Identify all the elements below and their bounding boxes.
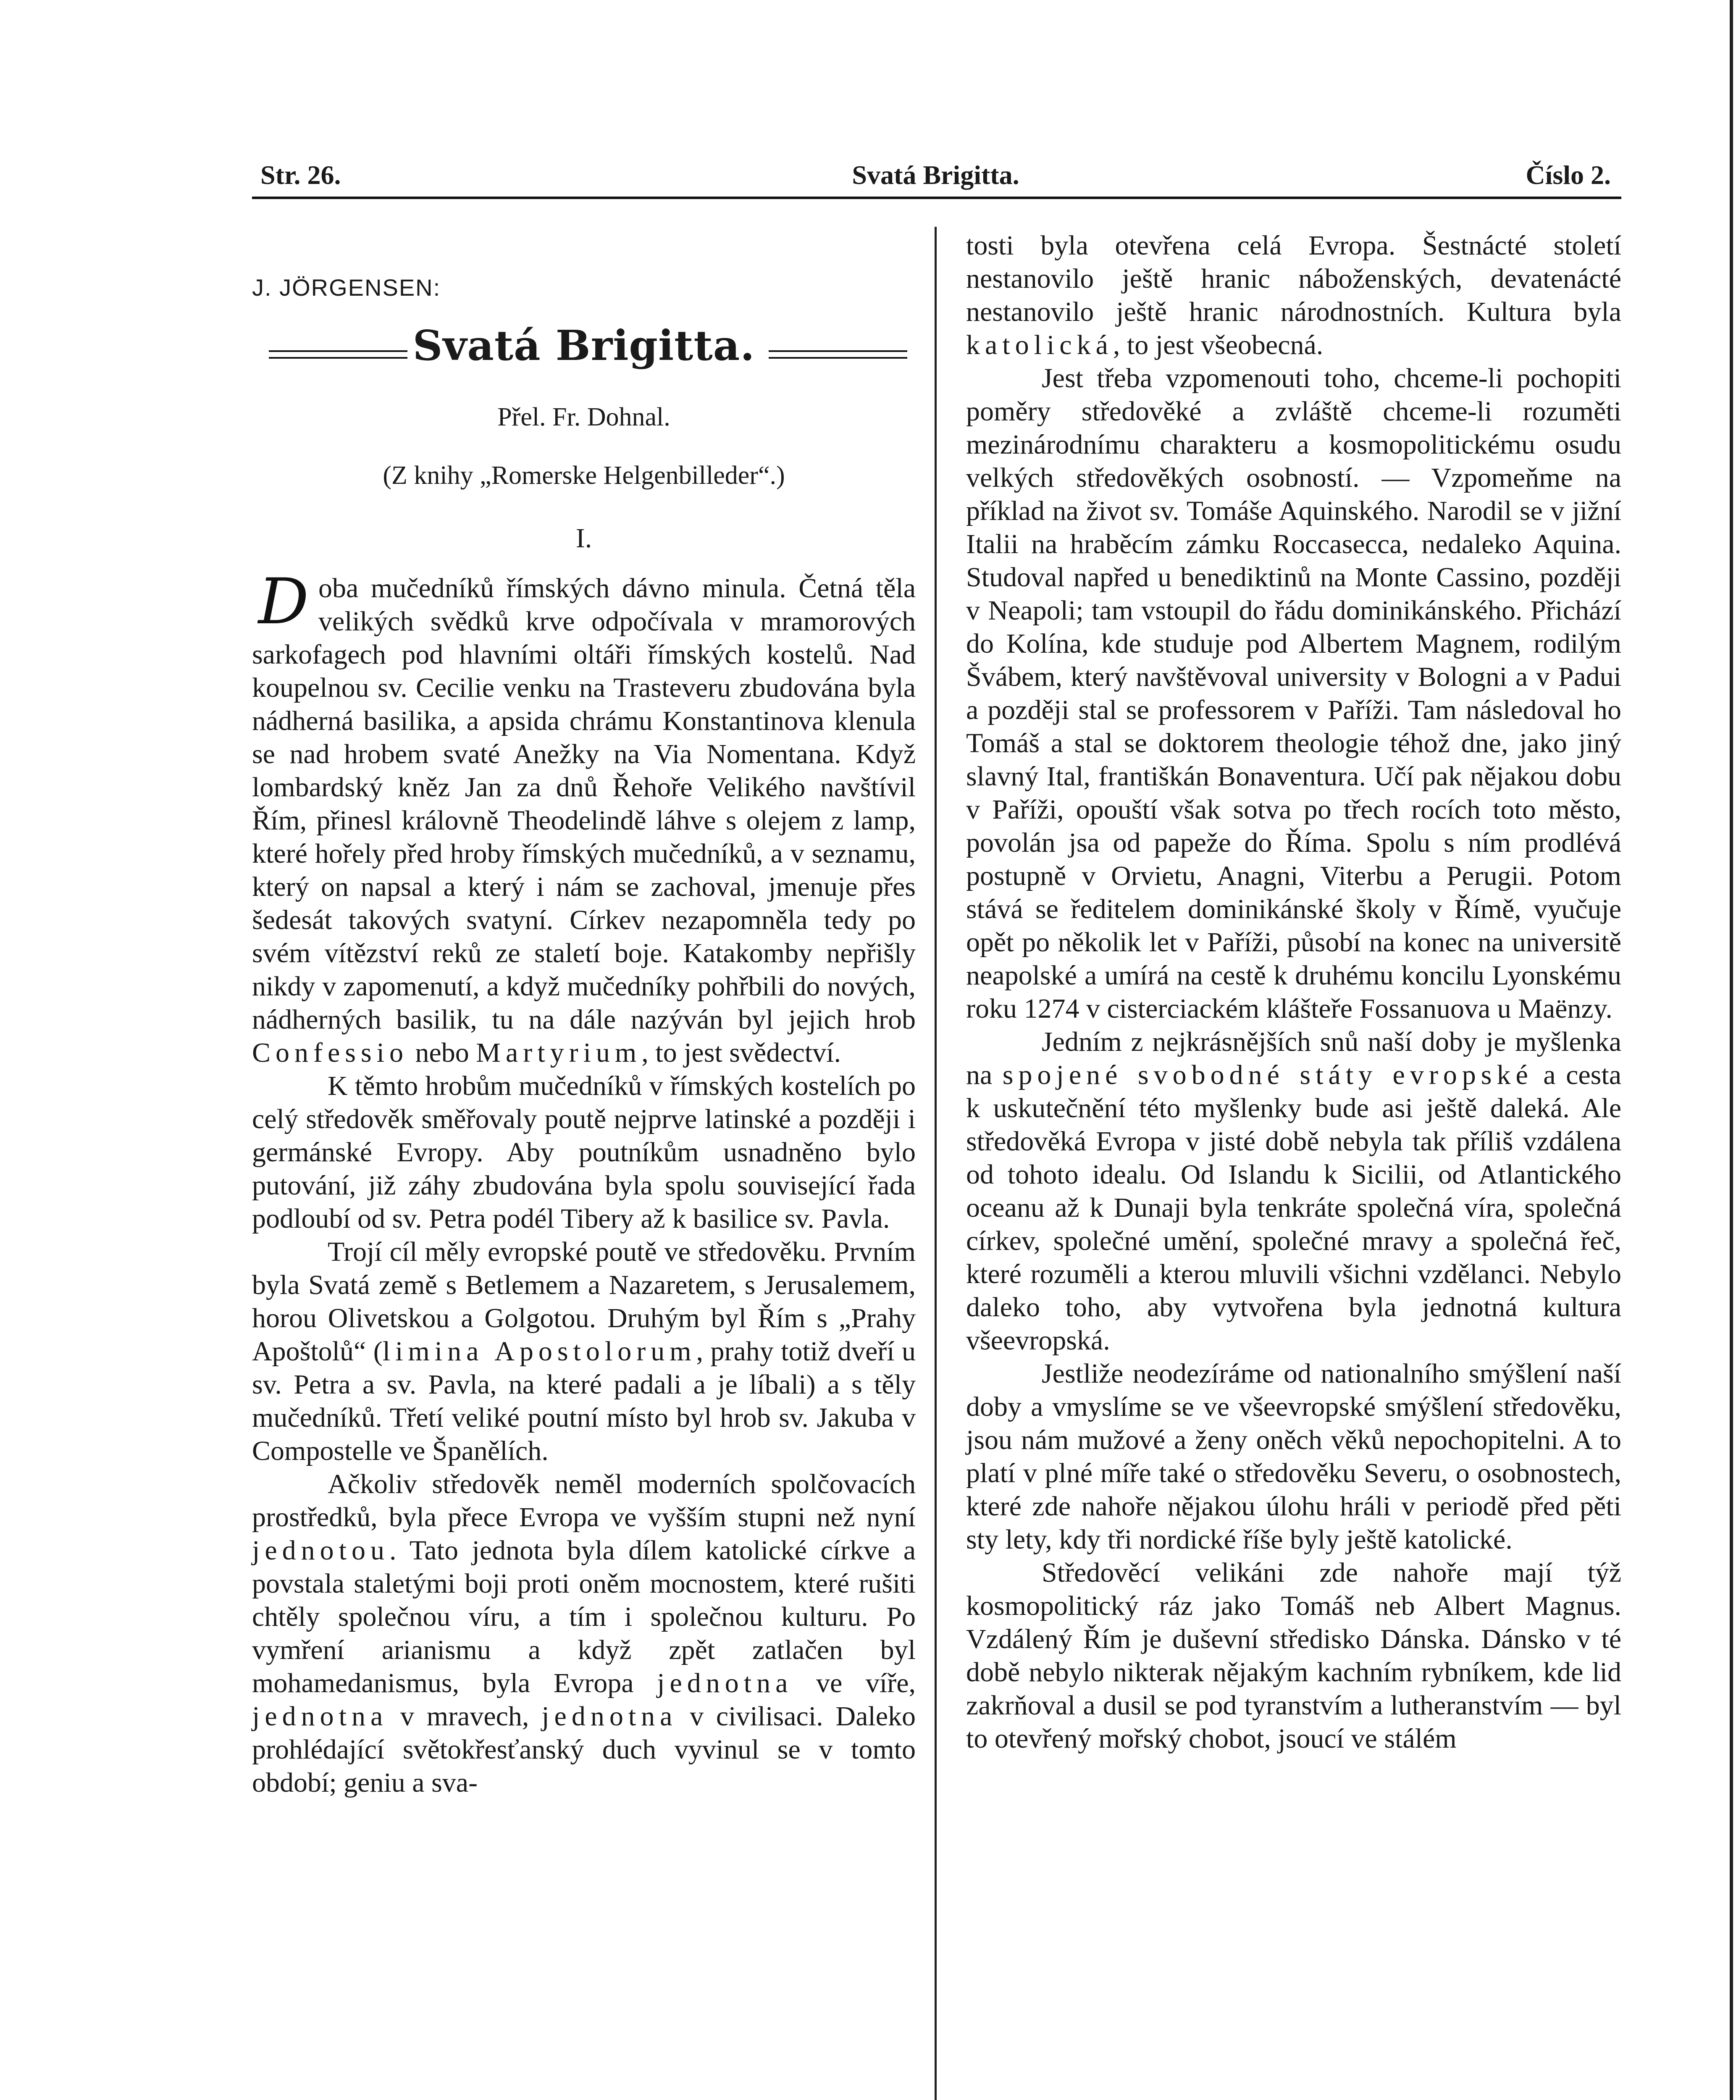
text-run: v mravech, — [388, 1701, 542, 1732]
paragraph — [252, 1235, 916, 1467]
text-run: . Tato jednota byla dílem katolické církve a povstala staletými boji proti oněm mocnostem, které rušiti chtěly společnou víru, a tím i společnou kulturu. Po vymření arianismu a když zpět zatlačen byl mohamedanismus, byla Evropa — [252, 1535, 916, 1698]
spaced-term: jednotna — [657, 1668, 793, 1698]
article-source: (Z knihy „Romerske Helgenbilleder“.) — [383, 461, 785, 490]
spaced-term: jednotna — [252, 1701, 388, 1732]
running-header — [260, 151, 1611, 197]
text-run: , prahy totiž dveří u sv. Petra a sv. Pavla, na které padali a je líbali) a s těly mučedníků. Třetí veliké poutní místo byl hrob sv. Jakuba v Compostelle ve Španělích. — [252, 1336, 916, 1466]
right-column — [966, 229, 1621, 1755]
text-run: a cesta k uskutečnění této myšlenky bude asi ještě daleká. Ale středověká Evropa v jisté době nebyla tak příliš vzdálena od tohoto idealu. Od Islandu k Sicilii, od Atlantického oceanu až k Dunaji byla tenkráte společná víra, společná církev, společné umění, společné mravy a společná řeč, které rozuměli a kterou mluvili všichni vzdělanci. Nebylo daleko toho, aby vytvořena byla jednotná kultura všeevropská. — [966, 1060, 1621, 1356]
spaced-term: katolická — [966, 330, 1113, 360]
page-number: Str. 26. — [260, 160, 341, 190]
header-rule — [252, 197, 1621, 199]
page-edge-line — [1730, 0, 1733, 2100]
issue-number: Číslo 2. — [1526, 160, 1611, 190]
paragraph — [252, 1467, 916, 1799]
journal-title: Svatá Brigitta. — [852, 160, 1019, 190]
text-run: Ačkoliv středověk neměl moderních spolčovacích prostředků, byla přece Evropa ve vyšším stupni než nyní — [252, 1469, 916, 1533]
spaced-term: spojené svobodné státy evropské — [1002, 1060, 1533, 1090]
paragraph — [252, 565, 916, 1069]
paragraph: Středověcí velikáni zde nahoře mají týž kosmopolitický ráz jako Tomáš neb Albert Magnus. Vzdálený Řím je duševní středisko Dánska. Dánsko v té době nebylo nikterak nějakým kachním rybníkem, kde lid zakrňoval a dusil se pod tyranstvím a lutheranstvím — byl to otevřený mořský chobot, jsoucí ve stálém — [966, 1557, 1621, 1754]
paragraph: Jest třeba vzpomenouti toho, chceme-li pochopiti poměry středověké a zvláště chceme-li rozuměti mezinárodnímu charakteru a kosmopolitickému osudu velkých středověkých osobností. — Vzpomeňme na příklad na život sv. Tomáše Aquinského. Narodil se v jižní Italii na hraběcím zámku Roccasecca, nedaleko Aquina. Studoval napřed u benediktinů na Monte Cassino, později v Neapoli; tam vstoupil do řádu dominikánského. Přichází do Kolína, kde studuje pod Albertem Magnem, rodilým Švábem, který navštěvoval university v Bologni a v Padui a později stal se professorem v Paříži. Tam následoval ho Tomáš a stal se doktorem theologie téhož dne, jako jiný slavný Ital, františkán Bonaventura. Učí pak nějakou dobu v Paříži, opouští však sotva po třech rocích toto město, povolán jsa od papeže do Říma. Spolu s ním prodlévá postupně v Orvietu, Anagni, Viterbu a Perugii. Potom stává se ředitelem dominikánské školy v Římě, vyučuje opět po několik let v Paříži, působí na konec na universitě neapolské a umírá na cestě k druhému koncilu Lyonskému roku 1274 v cisterciackém klášteře Fossanuova u Maënzy. — [966, 363, 1621, 1024]
paragraph — [966, 1025, 1621, 1357]
text-run: v civilisaci. Daleko prohlédající světokřesťanský duch vyvinul se v tomto období; geniu a sva- — [252, 1701, 916, 1798]
drop-cap: D — [258, 565, 309, 638]
section-number: I. — [575, 523, 592, 554]
paragraph: Jestliže neodezíráme od nationalního smýšlení naší doby a vmyslíme se ve všeevropské smýšlení středověku, jsou nám mužové a ženy oněch věků nepochopitelni. A to platí v plné míře také o středověku Severu, o osobnostech, které zde nahoře nějakou úlohu hráli v periodě před pěti sty lety, kdy tři nordické říše byly ještě katolické. — [966, 1358, 1621, 1555]
spaced-term: Confessio — [252, 1037, 408, 1068]
spaced-term: Martyrium — [476, 1037, 642, 1068]
spaced-term: jednotou — [252, 1535, 389, 1566]
spaced-term: jednotna — [541, 1701, 678, 1732]
paragraph — [966, 229, 1621, 362]
text-run: tosti byla otevřena celá Evropa. Šestnácté století nestanovilo ještě hranic náboženských, devatenácté nestanovilo ještě hranic národnostních. Kultura byla — [966, 230, 1621, 327]
text-run: oba mučedníků římských dávno minula. Četná těla velikých svědků krve odpočívala v mramorových sarkofagech pod hlavními oltáři římských kostelů. Nad koupelnou sv. Cecilie venku na Trasteveru zbudována byla nádherná basilika, a apsida chrámu Konstantinova klenula se nad hrobem svaté Anežky na Via Nomentana. Když lombardský kněz Jan za dnů Řehoře Velikého navštívil Řím, přinesl královně Theodelindě láhve s olejem z lamp, které hořely před hroby římských mučedníků, a v seznamu, který on napsal a který i nám se zachoval, jmenuje přes šedesát takových svatyní. Církev nezapomněla tedy po svém vítězství reků ze staletí boje. Katakomby nepřišly nikdy v zapomenutí, a když mučedníky pohřbili do nových, nádherných basilik, tu na dále nazýván byl jejich hrob — [252, 573, 916, 1035]
left-column — [252, 227, 916, 1799]
text-run: ve víře, — [793, 1668, 916, 1698]
text-run: , to jest všeobecná. — [1113, 330, 1324, 360]
title-rule-right — [769, 350, 907, 359]
article-translator: Přel. Fr. Dohnal. — [497, 403, 670, 431]
paragraph: K těmto hrobům mučedníků v římských kostelích po celý středověk směřovaly poutě nejprve latinské a později i germánské Evropy. Aby poutníkům usnadněno bylo putování, již záhy zbudována byla spolu související řada podloubí od sv. Petra podél Tibery až k basilice sv. Pavla. — [252, 1071, 916, 1234]
article-author: J. JÖRGENSEN: — [252, 274, 441, 301]
article-title: Svatá Brigitta. — [412, 322, 755, 370]
column-divider — [935, 227, 937, 2100]
text-run: Trojí cíl měly evropské poutě ve středověku. Prvním byla Svatá země s Betlemem a Nazaretem, s Jerusalemem, horou Olivetskou a Golgotou. Druhým byl Řím s „Prahy Apoštolů“ ( — [252, 1236, 916, 1367]
article-title-row — [252, 322, 916, 380]
text-run: Jedním z nejkrásnějších snů naší doby je myšlenka na — [966, 1026, 1621, 1090]
text-run: , to jest svědectví. — [641, 1037, 841, 1068]
spaced-term: limina Apostolorum — [382, 1336, 696, 1367]
text-run: nebo — [408, 1037, 476, 1068]
